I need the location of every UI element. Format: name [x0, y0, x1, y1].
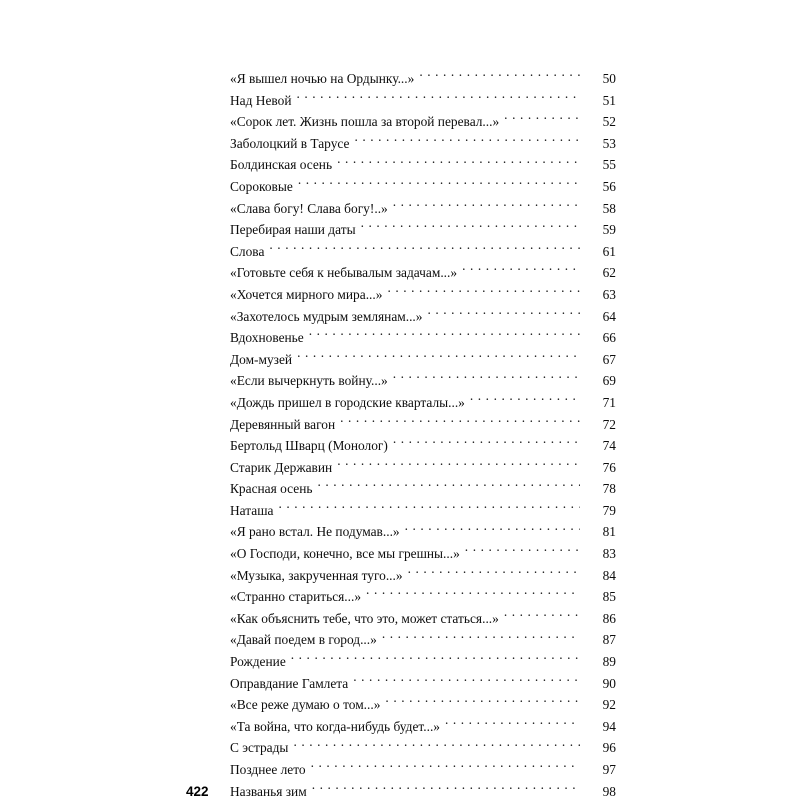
dot-leader	[296, 91, 580, 104]
toc-entry-title: С эстрады	[230, 740, 289, 756]
dot-leader	[405, 523, 580, 536]
toc-entry-title: «Музыка, закрученная туго...»	[230, 567, 403, 583]
dot-leader	[462, 264, 580, 277]
toc-entry-title: Дом-музей	[230, 351, 293, 367]
toc-entry-page-number: 83	[602, 546, 616, 562]
dot-leader	[385, 696, 580, 709]
toc-entry-title: Заболоцкий в Тарусе	[230, 135, 350, 151]
toc-entry[interactable]	[186, 629, 616, 651]
toc-entry-page-number: 89	[602, 654, 616, 670]
toc-entry[interactable]	[186, 370, 616, 392]
toc-entry-title: Слова	[230, 243, 265, 259]
toc-entry[interactable]	[186, 68, 616, 90]
toc-entry-title: «Давай поедем в город...»	[230, 632, 377, 648]
toc-entry-title: «Готовьте себя к небывалым задачам...»	[230, 265, 458, 281]
toc-entry-title: «Дождь пришел в городские кварталы...»	[230, 394, 465, 410]
toc-entry-title: Красная осень	[230, 481, 313, 497]
dot-leader	[297, 350, 580, 363]
toc-entry[interactable]	[186, 262, 616, 284]
toc-entry[interactable]	[186, 500, 616, 522]
toc-entry-title: Бертольд Шварц (Монолог)	[230, 438, 388, 454]
toc-entry[interactable]	[186, 737, 616, 759]
toc-entry-page-number: 78	[602, 481, 616, 497]
dot-leader	[291, 653, 580, 666]
toc-entry-page-number: 74	[602, 438, 616, 454]
dot-leader	[465, 545, 580, 558]
toc-entry-page-number: 71	[602, 394, 616, 410]
toc-entry-page-number: 50	[602, 71, 616, 86]
toc-entry[interactable]	[186, 284, 616, 306]
toc-entry-page-number: 72	[602, 416, 616, 432]
toc-entry-page-number: 61	[602, 243, 616, 259]
toc-entry-title: Названья зим	[230, 783, 307, 799]
toc-entry[interactable]	[186, 521, 616, 543]
toc-entry-page-number: 66	[602, 330, 616, 346]
dot-leader	[298, 178, 580, 191]
dot-leader	[278, 501, 580, 514]
toc-entry-page-number: 76	[602, 459, 616, 475]
toc-entry[interactable]	[186, 90, 616, 112]
toc-entry-page-number: 81	[602, 524, 616, 540]
dot-leader	[317, 480, 580, 493]
dot-leader	[366, 588, 580, 601]
toc-entry-page-number: 51	[602, 92, 616, 108]
dot-leader	[309, 329, 580, 342]
dot-leader	[382, 631, 580, 644]
dot-leader	[393, 372, 580, 385]
toc-entry[interactable]	[186, 306, 616, 328]
toc-entry[interactable]	[186, 176, 616, 198]
toc-entry-title: Позднее лето	[230, 762, 306, 777]
dot-leader	[311, 761, 580, 774]
toc-entry[interactable]	[186, 608, 616, 630]
toc-entry[interactable]	[186, 565, 616, 587]
toc-entry-title: Вдохновенье	[230, 330, 304, 346]
toc-entry-page-number: 55	[602, 157, 616, 173]
toc-entry[interactable]	[186, 673, 616, 695]
toc-entry[interactable]	[186, 435, 616, 457]
toc-entry-title: «Как объяснить тебе, что это, может статься...»	[230, 610, 499, 626]
toc-entry[interactable]	[186, 198, 616, 220]
toc-entry[interactable]	[186, 133, 616, 155]
toc-entry-page-number: 97	[602, 762, 616, 777]
toc-entry-page-number: 94	[602, 718, 616, 734]
dot-leader	[353, 674, 580, 687]
toc-entry-page-number: 52	[602, 114, 616, 130]
toc-entry-page-number: 87	[602, 632, 616, 648]
toc-entry[interactable]	[186, 414, 616, 436]
toc-entry-page-number: 98	[602, 783, 616, 799]
toc-entry-page-number: 86	[602, 610, 616, 626]
toc-entry-page-number: 92	[602, 697, 616, 713]
dot-leader	[393, 437, 580, 450]
toc-entry-title: Деревянный вагон	[230, 416, 336, 432]
dot-leader	[387, 286, 580, 299]
toc-entry[interactable]	[186, 478, 616, 500]
toc-entry-title: «Я рано встал. Не подумав...»	[230, 524, 400, 540]
dot-leader	[408, 566, 580, 579]
table-of-contents	[186, 68, 616, 802]
toc-entry[interactable]	[186, 716, 616, 738]
toc-entry-title: Оправдание Гамлета	[230, 675, 349, 691]
toc-entry[interactable]	[186, 392, 616, 414]
toc-entry-title: «Слава богу! Слава богу!..»	[230, 200, 388, 216]
toc-entry[interactable]	[186, 694, 616, 716]
toc-entry-page-number: 53	[602, 135, 616, 151]
toc-entry-title: «Я вышел ночью на Ордынку...»	[230, 71, 415, 86]
toc-entry-page-number: 63	[602, 286, 616, 302]
dot-leader	[504, 609, 580, 622]
toc-entry-page-number: 64	[602, 308, 616, 324]
toc-entry[interactable]	[186, 457, 616, 479]
toc-entry-page-number: 96	[602, 740, 616, 756]
toc-entry-title: Сороковые	[230, 178, 293, 194]
toc-entry[interactable]	[186, 586, 616, 608]
toc-entry[interactable]	[186, 219, 616, 241]
dot-leader	[293, 739, 580, 752]
dot-leader	[419, 70, 580, 83]
toc-entry-page-number: 62	[602, 265, 616, 281]
toc-entry-title: «Странно стариться...»	[230, 589, 362, 605]
dot-leader	[470, 394, 580, 407]
toc-entry-title: «О Господи, конечно, все мы грешны...»	[230, 546, 460, 562]
toc-entry-title: «Если вычеркнуть войну...»	[230, 373, 388, 389]
toc-entry-page-number: 85	[602, 589, 616, 605]
toc-entry-title: «Хочется мирного мира...»	[230, 286, 383, 302]
dot-leader	[340, 415, 580, 428]
dot-leader	[504, 113, 580, 126]
toc-entry-title: Болдинская осень	[230, 157, 333, 173]
toc-entry[interactable]	[186, 781, 616, 802]
toc-entry[interactable]	[186, 154, 616, 176]
dot-leader	[393, 199, 580, 212]
dot-leader	[337, 156, 580, 169]
dot-leader	[445, 717, 580, 730]
toc-entry-title: Старик Державин	[230, 459, 333, 475]
toc-entry-title: «Та война, что когда-нибудь будет...»	[230, 718, 440, 734]
toc-entry-page-number: 79	[602, 502, 616, 518]
toc-entry[interactable]	[186, 651, 616, 673]
toc-entry[interactable]	[186, 349, 616, 371]
toc-entry-title: Перебирая наши даты	[230, 222, 356, 238]
toc-entry-title: Наташа	[230, 502, 274, 518]
dot-leader	[361, 221, 580, 234]
toc-entry[interactable]	[186, 327, 616, 349]
dot-leader	[269, 242, 580, 255]
dot-leader	[354, 134, 580, 147]
toc-entry-page-number: 58	[602, 200, 616, 216]
toc-entry-page-number: 69	[602, 373, 616, 389]
toc-entry-page-number: 84	[602, 567, 616, 583]
dot-leader	[337, 458, 580, 471]
toc-entry-title: Рождение	[230, 654, 286, 670]
toc-entry[interactable]	[186, 543, 616, 565]
dot-leader	[312, 782, 580, 795]
toc-entry-page-number: 59	[602, 222, 616, 238]
page-folio: 422	[186, 783, 209, 799]
toc-entry[interactable]	[186, 759, 616, 781]
toc-entry[interactable]	[186, 111, 616, 133]
toc-entry-page-number: 90	[602, 675, 616, 691]
toc-entry-page-number: 56	[602, 178, 616, 194]
toc-entry-title: «Сорок лет. Жизнь пошла за второй перевал...»	[230, 114, 500, 130]
toc-entry-page-number: 67	[602, 351, 616, 367]
dot-leader	[427, 307, 580, 320]
toc-entry-title: «Захотелось мудрым землянам...»	[230, 308, 423, 324]
toc-entry[interactable]	[186, 241, 616, 263]
toc-entry-title: Над Невой	[230, 92, 292, 108]
toc-entry-title: «Все реже думаю о том...»	[230, 697, 381, 713]
